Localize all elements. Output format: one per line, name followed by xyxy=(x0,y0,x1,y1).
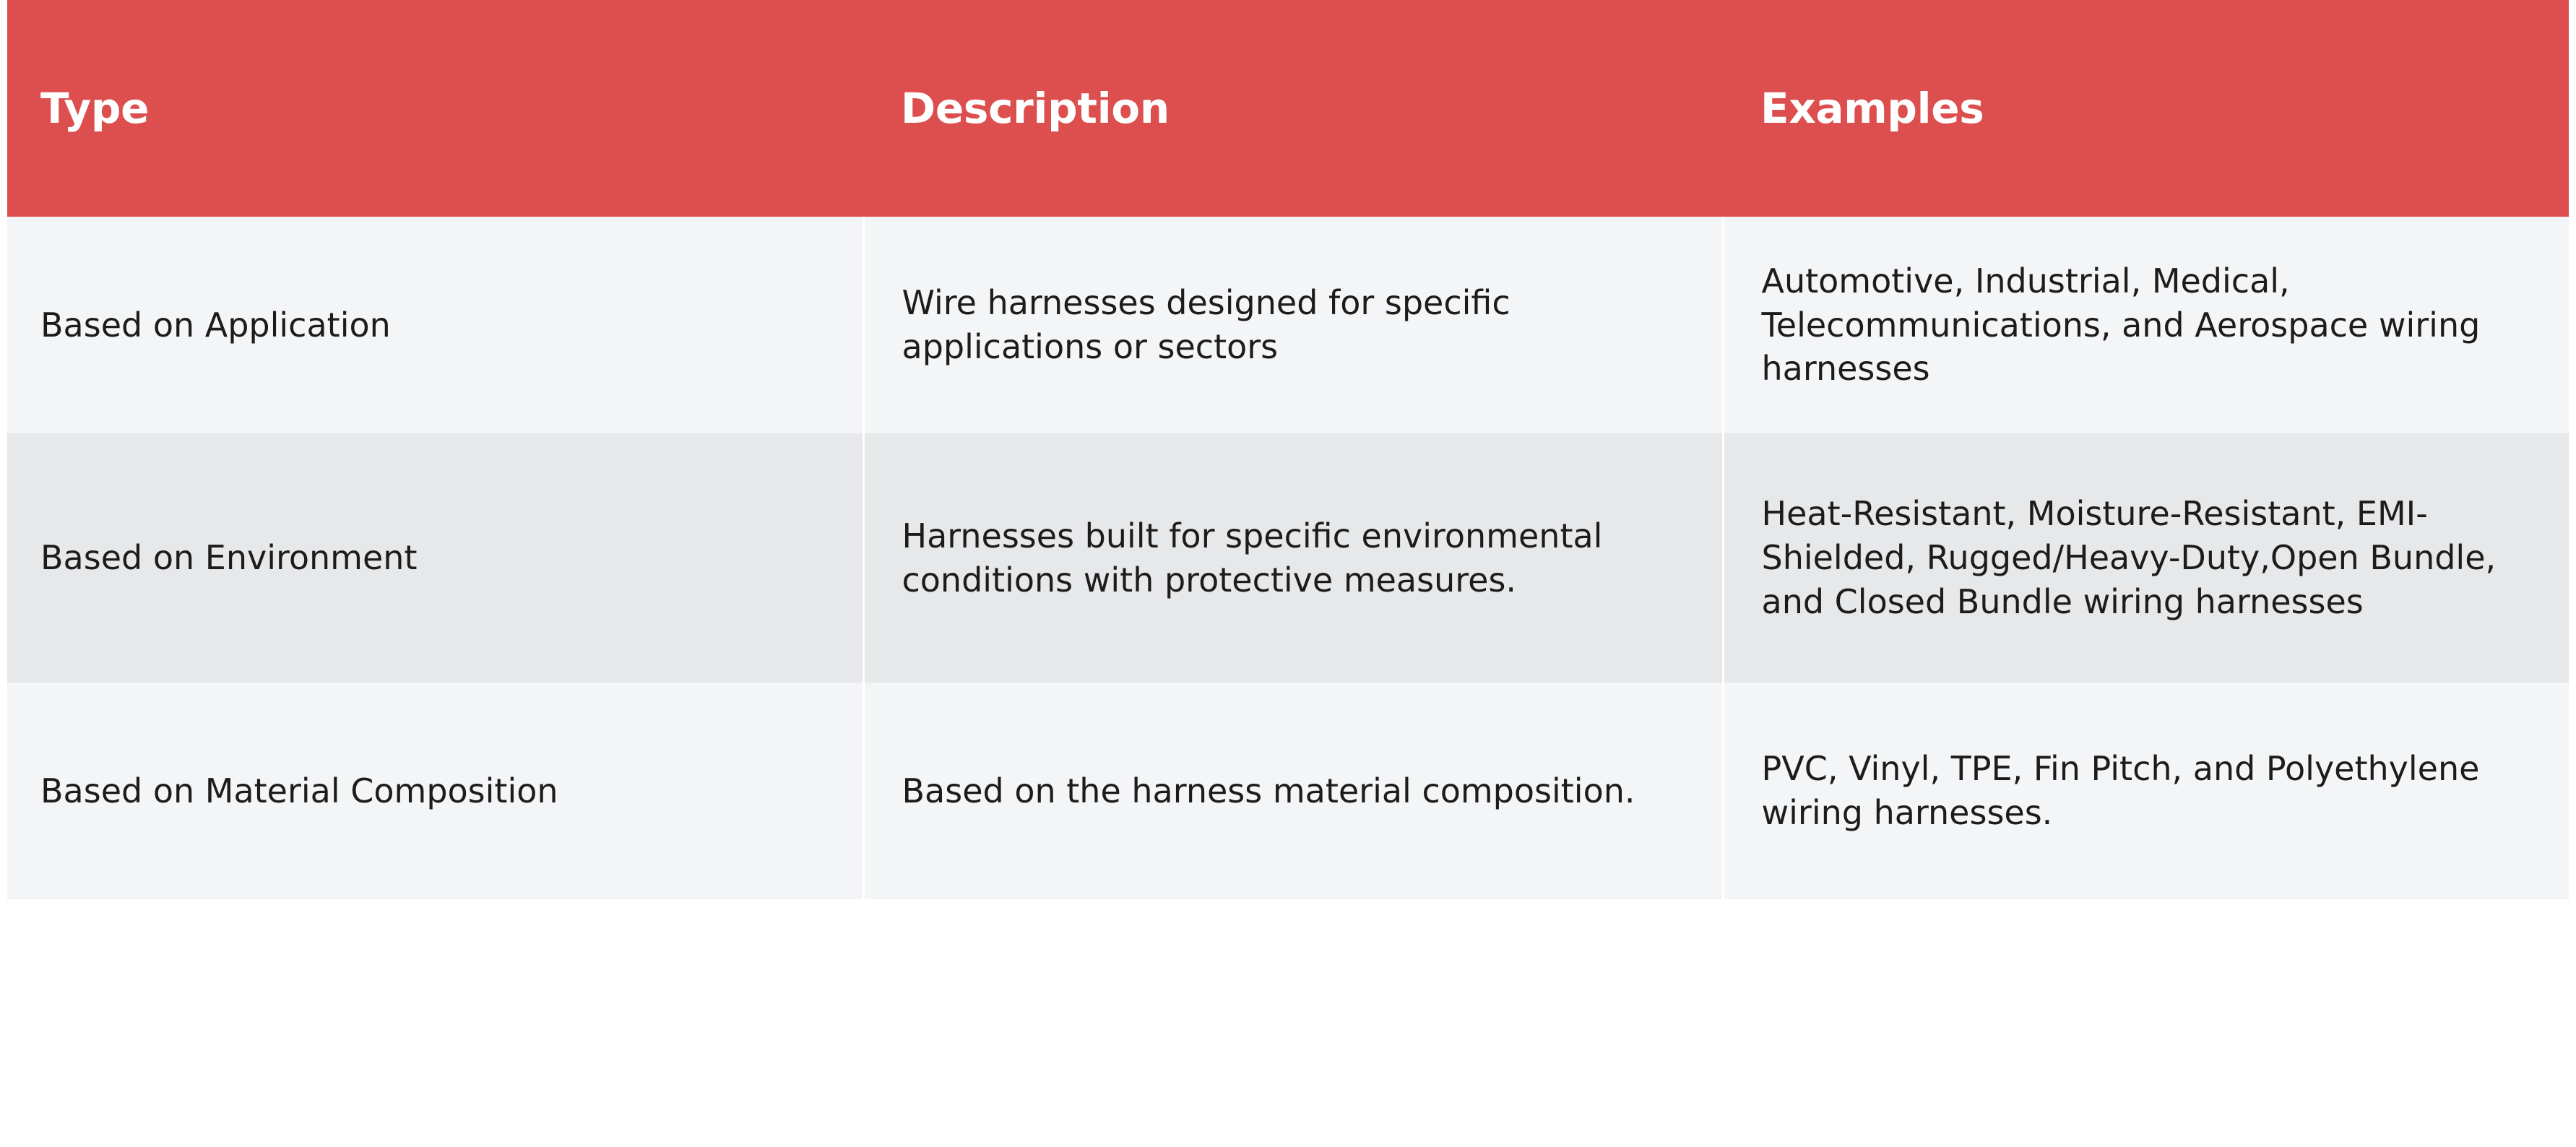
table-row xyxy=(7,217,2569,433)
cell-description: Wire harnesses designed for specific applications or sectors xyxy=(863,217,1723,433)
cell-description: Harnesses built for specific environmental conditions with protective measures. xyxy=(863,433,1723,683)
cell-description: Based on the harness material composition. xyxy=(863,683,1723,899)
column-header-type: Type xyxy=(7,0,863,217)
cell-type: Based on Application xyxy=(7,217,863,433)
table-header-row xyxy=(7,0,2569,217)
cell-type: Based on Environment xyxy=(7,433,863,683)
cell-examples: PVC, Vinyl, TPE, Fin Pitch, and Polyethylene wiring harnesses. xyxy=(1723,683,2569,899)
column-header-description: Description xyxy=(863,0,1723,217)
column-header-examples: Examples xyxy=(1723,0,2569,217)
table-row xyxy=(7,683,2569,899)
table-header xyxy=(7,0,2569,217)
cell-examples: Heat-Resistant, Moisture-Resistant, EMI-Shielded, Rugged/Heavy-Duty,Open Bundle, and Closed Bundle wiring harnesses xyxy=(1723,433,2569,683)
cell-type: Based on Material Composition xyxy=(7,683,863,899)
wire-harness-types-table xyxy=(7,0,2569,899)
cell-examples: Automotive, Industrial, Medical, Telecommunications, and Aerospace wiring harnesses xyxy=(1723,217,2569,433)
table-row xyxy=(7,433,2569,683)
table-body xyxy=(7,217,2569,899)
